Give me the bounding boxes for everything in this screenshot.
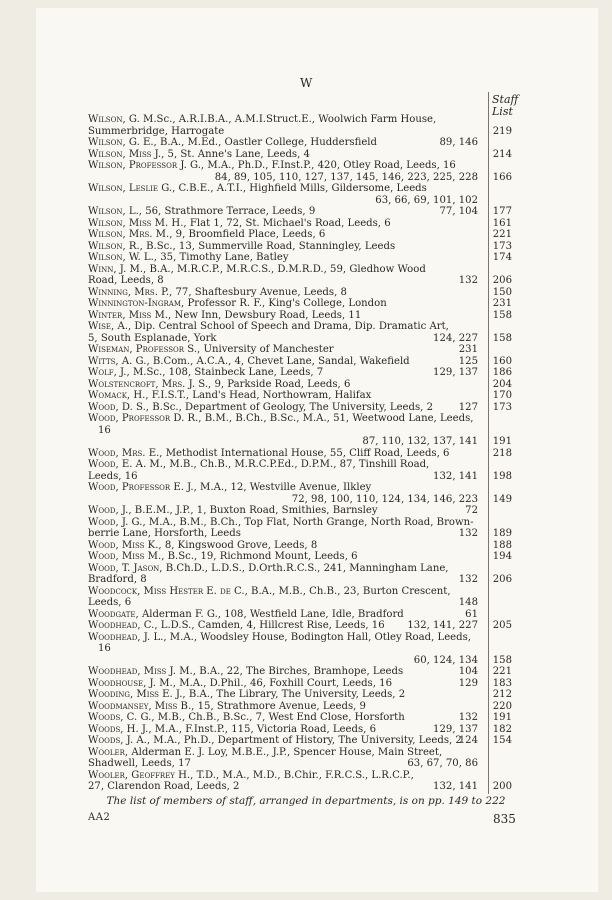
entry-name: Wilson, Miss M. H., — [88, 217, 187, 229]
entry-details: F.I.S.T., Land's Head, Northowram, Halifax — [151, 390, 372, 401]
list-item — [88, 137, 518, 149]
list-item — [88, 482, 518, 505]
entry-details: M.B., Ch.B., M.R.C.P.Ed., D.P.M., 87, Tinshill Road, — [169, 459, 430, 470]
entry-name: Wood, D. S., — [88, 401, 150, 413]
list-item — [88, 701, 518, 713]
entry-details: M.A., Ph.D., Department of History, The University, Leeds, 2 — [153, 735, 462, 746]
entry-staff-page: 150 — [492, 286, 512, 298]
entry-details: M.A., B.M., B.Ch., Top Flat, North Grange, North Road, Brown- — [148, 516, 474, 528]
entry-details: 56, Strathmore Terrace, Leeds, 9 — [145, 206, 316, 217]
entry-details-continued: berrie Lane, Horsforth, Leeds — [88, 528, 241, 539]
entry-page-refs: 72 — [465, 505, 478, 516]
entry-details: 8, Kingswood Grove, Leeds, 8 — [164, 539, 318, 551]
entry-name: Wilson, Leslie G., — [88, 183, 176, 194]
entry-name: Woods, H. J., — [88, 723, 152, 735]
entry-details: Flat 1, 72, St. Michael's Road, Leeds, 6 — [189, 217, 391, 229]
entry-staff-page: 191 — [492, 436, 512, 447]
entry-name: Woodhead, J. L., — [88, 631, 167, 643]
list-item — [88, 218, 518, 230]
entry-name: Wise, A., — [88, 321, 132, 332]
entry-staff-page: 231 — [492, 298, 512, 309]
entry-staff-page: 221 — [492, 666, 512, 677]
signature-mark: AA2 — [88, 812, 111, 823]
entry-details: Alderman E. J. Loy, M.B.E., J.P., Spencer House, Main Street, — [131, 746, 443, 758]
list-item — [88, 689, 518, 701]
list-item — [88, 712, 518, 724]
list-item — [88, 413, 518, 448]
entry-name: Wooding, Miss E. J., — [88, 689, 186, 700]
entry-name: Wilson, W. L., — [88, 252, 158, 263]
entry-details: B.Com., A.C.A., 4, Chevet Lane, Sandal, Wakefield — [152, 355, 410, 367]
entry-name: Wood, T. Jason, — [88, 562, 163, 574]
entry-details: New Inn, Dewsbury Road, Leeds, 11 — [174, 309, 362, 321]
entry-details-continued: Bradford, 8 — [88, 574, 147, 585]
entry-name: Wood, J. G., — [88, 516, 146, 528]
list-item — [88, 310, 518, 322]
list-item — [88, 183, 518, 206]
entry-staff-page: 214 — [492, 148, 512, 160]
entry-staff-page: 160 — [492, 355, 512, 367]
entry-name: Winning, Mrs. P., — [88, 286, 173, 298]
entry-name: Woodcock, Miss Hester E. de C., — [88, 585, 248, 597]
list-item — [88, 298, 518, 310]
entry-name: Woodgate, — [88, 608, 139, 620]
list-item — [88, 379, 518, 391]
entry-page-refs: 124 — [458, 735, 478, 746]
list-item — [88, 160, 518, 183]
entry-staff-page: 166 — [492, 171, 512, 183]
entry-name: Wilson, L., — [88, 206, 142, 217]
entry-page-refs: 125 — [458, 355, 478, 367]
entry-details: Professor R. F., King's College, London — [187, 298, 387, 309]
entry-page-refs: 132 — [458, 712, 478, 723]
entry-staff-page: 182 — [492, 723, 512, 735]
entry-page-refs: 104 — [458, 666, 478, 677]
entry-details: B.M., B.Ch., B.Sc., M.A., 51, Weetwood Lane, Leeds, 16 — [98, 413, 474, 436]
entry-name: Wilson, G. E., — [88, 137, 157, 148]
entry-name: Woods, J. A., — [88, 735, 151, 746]
entry-staff-page: 183 — [492, 677, 512, 689]
entry-name: Wilson, G. — [88, 114, 140, 125]
entry-name: Wilson, Professor J. G., — [88, 160, 205, 171]
entry-details: M.A., F.Inst.P., 115, Victoria Road, Leeds, 6 — [154, 723, 376, 735]
entry-page-refs: 132 — [458, 574, 478, 585]
entry-page-refs-continued: 63, 66, 69, 101, 102 — [375, 194, 478, 206]
entry-details: M.A., Ph.D., F.Inst.P., 420, Otley Road, Leeds, 16 — [207, 160, 456, 171]
entry-page-refs: 61 — [465, 608, 478, 620]
entry-details: B.Sc., 19, Richmond Mount, Leeds, 6 — [167, 551, 358, 562]
entry-name: Woodmansey, Miss B., — [88, 700, 195, 712]
entry-details: B.Ch.D., L.D.S., D.Orth.R.C.S., 241, Manningham Lane, — [165, 562, 449, 574]
entry-page-refs-continued: 60, 124, 134 — [413, 654, 478, 666]
entry-staff-page: 170 — [492, 390, 512, 401]
entry-staff-page: 218 — [492, 447, 512, 459]
entry-details-continued: Shadwell, Leeds, 17 — [88, 758, 191, 769]
entry-name: Wood, Professor D. R., — [88, 413, 202, 424]
entry-staff-page: 177 — [492, 206, 512, 217]
entry-staff-page: 206 — [492, 574, 512, 585]
list-item — [88, 563, 518, 586]
entry-page-refs-continued: 84, 89, 105, 110, 127, 137, 145, 146, 223, 225, 228 — [214, 171, 478, 183]
entry-details: B.Sc., 13, Summerville Road, Stanningley, Leeds — [146, 240, 396, 252]
list-item — [88, 241, 518, 253]
list-item — [88, 517, 518, 540]
entry-details: 15, Strathmore Avenue, Leeds, 9 — [197, 700, 366, 712]
entry-details: B.A., M.R.C.P., M.R.C.S., D.M.R.D., 59, Gledhow Wood — [149, 263, 426, 275]
entry-page-refs: 129, 137 — [433, 367, 478, 378]
entry-staff-page: 204 — [492, 378, 512, 390]
list-item — [88, 551, 518, 563]
entry-name: Woodhouse, J. M., — [88, 677, 176, 689]
list-item — [88, 356, 518, 368]
entry-staff-page: 191 — [492, 712, 512, 723]
list-item — [88, 770, 518, 793]
entry-name: Wolf, J., — [88, 367, 130, 378]
list-item — [88, 540, 518, 552]
list-item — [88, 666, 518, 678]
list-item — [88, 586, 518, 609]
entry-page-refs-continued: 87, 110, 132, 137, 141 — [362, 436, 478, 447]
entry-staff-page: 205 — [492, 620, 512, 631]
entry-name: Winn, J. M., — [88, 263, 147, 275]
entry-name: Wiseman, Professor S., — [88, 344, 201, 355]
entry-staff-page: 194 — [492, 551, 512, 562]
entry-page-refs: 129 — [458, 677, 478, 689]
entry-name: Wood, Miss K., — [88, 539, 162, 551]
entry-name: Wood, Mrs. E., — [88, 447, 163, 459]
entry-details: University of Manchester — [203, 344, 334, 355]
entry-name: Wolstencroft, Mrs. J. S., — [88, 378, 212, 390]
entry-staff-page: 188 — [492, 539, 512, 551]
entry-name: Wood, Miss M., — [88, 551, 165, 562]
list-item — [88, 321, 518, 344]
entry-details: Dip. Central School of Speech and Drama, Dip. Dramatic Art, — [134, 321, 449, 332]
entry-page-refs: 89, 146 — [439, 137, 478, 148]
list-item — [88, 114, 518, 137]
entry-staff-page: 189 — [492, 528, 512, 539]
entry-name: Woodhead, Miss J. M., — [88, 666, 196, 677]
entry-details: Methodist International House, 55, Cliff Road, Leeds, 6 — [165, 447, 450, 459]
list-item — [88, 229, 518, 241]
entry-details-continued: Summerbridge, Harrogate — [88, 125, 225, 137]
entry-staff-page: 219 — [492, 125, 512, 137]
list-item — [88, 632, 518, 667]
entry-staff-page: 173 — [492, 401, 512, 413]
entry-page-refs: 132, 141 — [433, 781, 478, 792]
staff-list-note: The list of members of staff, arranged in departments, is on pp. 149 to 222 — [106, 795, 506, 807]
entry-page-refs: 132, 141, 227 — [407, 620, 478, 631]
entry-page-refs: 129, 137 — [433, 723, 478, 735]
staff-list-heading: Staff List — [492, 93, 519, 118]
list-item — [88, 505, 518, 517]
entry-details-continued: Leeds, 16 — [88, 470, 138, 482]
list-item — [88, 264, 518, 287]
entry-details: M.Sc., A.R.I.B.A., A.M.I.Struct.E., Woolwich Farm House, — [143, 114, 437, 125]
entry-details: B.A., M.B., Ch.B., 23, Burton Crescent, — [251, 585, 451, 597]
entry-page-refs: 63, 67, 70, 86 — [407, 758, 478, 769]
entry-page-refs: 132 — [458, 528, 478, 539]
entry-details: B.A., M.Ed., Oastler College, Huddersfield — [160, 137, 377, 148]
entry-staff-page: 198 — [492, 470, 512, 482]
entry-name: Wilson, Miss J., — [88, 148, 165, 160]
entry-page-refs: 132, 141 — [433, 470, 478, 482]
entry-details-continued: Leeds, 6 — [88, 597, 132, 608]
entry-details-continued: Road, Leeds, 8 — [88, 275, 164, 286]
entry-page-refs: 124, 227 — [433, 332, 478, 344]
entry-page-refs: 148 — [458, 597, 478, 608]
entry-details: M.A., D.Phil., 46, Foxhill Court, Leeds, 16 — [179, 677, 392, 689]
entry-details: M.B., Ch.B., B.Sc., 7, West End Close, Horsforth — [157, 712, 405, 723]
entry-page-refs: 231 — [458, 344, 478, 355]
entry-page-refs: 77, 104 — [439, 206, 478, 217]
entry-staff-page: 173 — [492, 240, 512, 252]
entry-details-continued: 27, Clarendon Road, Leeds, 2 — [88, 781, 240, 792]
list-item — [88, 678, 518, 690]
entry-details: B.A., 22, The Birches, Bramhope, Leeds — [199, 666, 404, 677]
entry-staff-page: 149 — [492, 493, 512, 505]
entry-staff-page: 161 — [492, 217, 512, 229]
entry-name: Wood, E. A. M., — [88, 459, 167, 470]
entry-details: M.Sc., 108, Stainbeck Lane, Leeds, 7 — [132, 367, 324, 378]
entry-details: L.D.S., Camden, 4, Hillcrest Rise, Leeds, 16 — [160, 620, 385, 631]
entry-name: Winnington-Ingram, — [88, 298, 185, 309]
entry-name: Wooler, Geoffrey H., — [88, 769, 194, 781]
entry-page-refs-continued: 72, 98, 100, 110, 124, 134, 146, 223 — [291, 493, 478, 505]
entry-staff-page: 200 — [492, 781, 512, 792]
entry-staff-page: 186 — [492, 367, 512, 378]
list-item — [88, 459, 518, 482]
entry-staff-page: 221 — [492, 229, 512, 240]
entry-details: Alderman F. G., 108, Westfield Lane, Idle, Bradford — [141, 608, 404, 620]
entry-details: M.A., 12, Westville Avenue, Ilkley — [200, 482, 372, 493]
entry-name: Woods, C. G., — [88, 712, 155, 723]
entry-details: 5, St. Anne's Lane, Leeds, 4 — [167, 148, 310, 160]
entry-details: 9, Broomfield Place, Leeds, 6 — [175, 229, 326, 240]
list-item — [88, 735, 518, 747]
list-item — [88, 448, 518, 460]
entry-staff-page: 158 — [492, 332, 512, 344]
list-item — [88, 149, 518, 161]
entry-name: Wilson, R., — [88, 240, 143, 252]
entry-page-refs: 132 — [458, 275, 478, 286]
entry-name: Witts, A. G., — [88, 355, 150, 367]
list-item — [88, 620, 518, 632]
entry-details: 77, Shaftesbury Avenue, Leeds, 8 — [175, 286, 347, 298]
list-item — [88, 287, 518, 299]
entry-details-continued: 5, South Esplanade, York — [88, 332, 217, 344]
list-item — [88, 344, 518, 356]
list-item — [88, 252, 518, 264]
entry-details: C.B.E., A.T.I., Highfield Mills, Gildersome, Leeds — [178, 183, 427, 194]
entry-details: M.A., Woodsley House, Bodington Hall, Otley Road, Leeds, 16 — [98, 631, 472, 654]
list-item — [88, 367, 518, 379]
entry-staff-page: 206 — [492, 275, 512, 286]
entry-details: B.A., The Library, The University, Leeds, 2 — [188, 689, 406, 700]
entry-name: Wooler, — [88, 746, 129, 758]
section-letter: W — [300, 76, 314, 90]
list-item — [88, 609, 518, 621]
entry-staff-page: 212 — [492, 689, 512, 700]
entry-page-refs: 127 — [458, 401, 478, 413]
page-number: 835 — [493, 812, 516, 826]
entry-staff-page: 174 — [492, 252, 512, 263]
entry-staff-page: 154 — [492, 735, 512, 746]
entry-staff-page: 158 — [492, 654, 512, 666]
entry-name: Wood, J., — [88, 505, 132, 516]
entry-name: Winter, Miss M., — [88, 309, 172, 321]
entry-name: Womack, H., — [88, 390, 149, 401]
entry-name: Wilson, Mrs. M., — [88, 229, 173, 240]
entry-staff-page: 158 — [492, 309, 512, 321]
list-item — [88, 724, 518, 736]
entry-name: Wood, Professor E. J., — [88, 482, 197, 493]
list-item — [88, 747, 518, 770]
directory-list — [88, 114, 518, 793]
entry-staff-page: 220 — [492, 700, 512, 712]
list-item — [88, 402, 518, 414]
entry-details: 9, Parkside Road, Leeds, 6 — [214, 378, 351, 390]
entry-details: B.Sc., Department of Geology, The University, Leeds, 2 — [152, 401, 433, 413]
entry-name: Woodhead, C., — [88, 620, 158, 631]
entry-details: B.E.M., J.P., 1, Buxton Road, Smithies, Barnsley — [134, 505, 378, 516]
list-item — [88, 206, 518, 218]
list-item — [88, 390, 518, 402]
entry-details: T.D., M.A., M.D., B.Chir., F.R.C.S., L.R.C.P., — [196, 769, 414, 781]
entry-details: 35, Timothy Lane, Batley — [160, 252, 289, 263]
